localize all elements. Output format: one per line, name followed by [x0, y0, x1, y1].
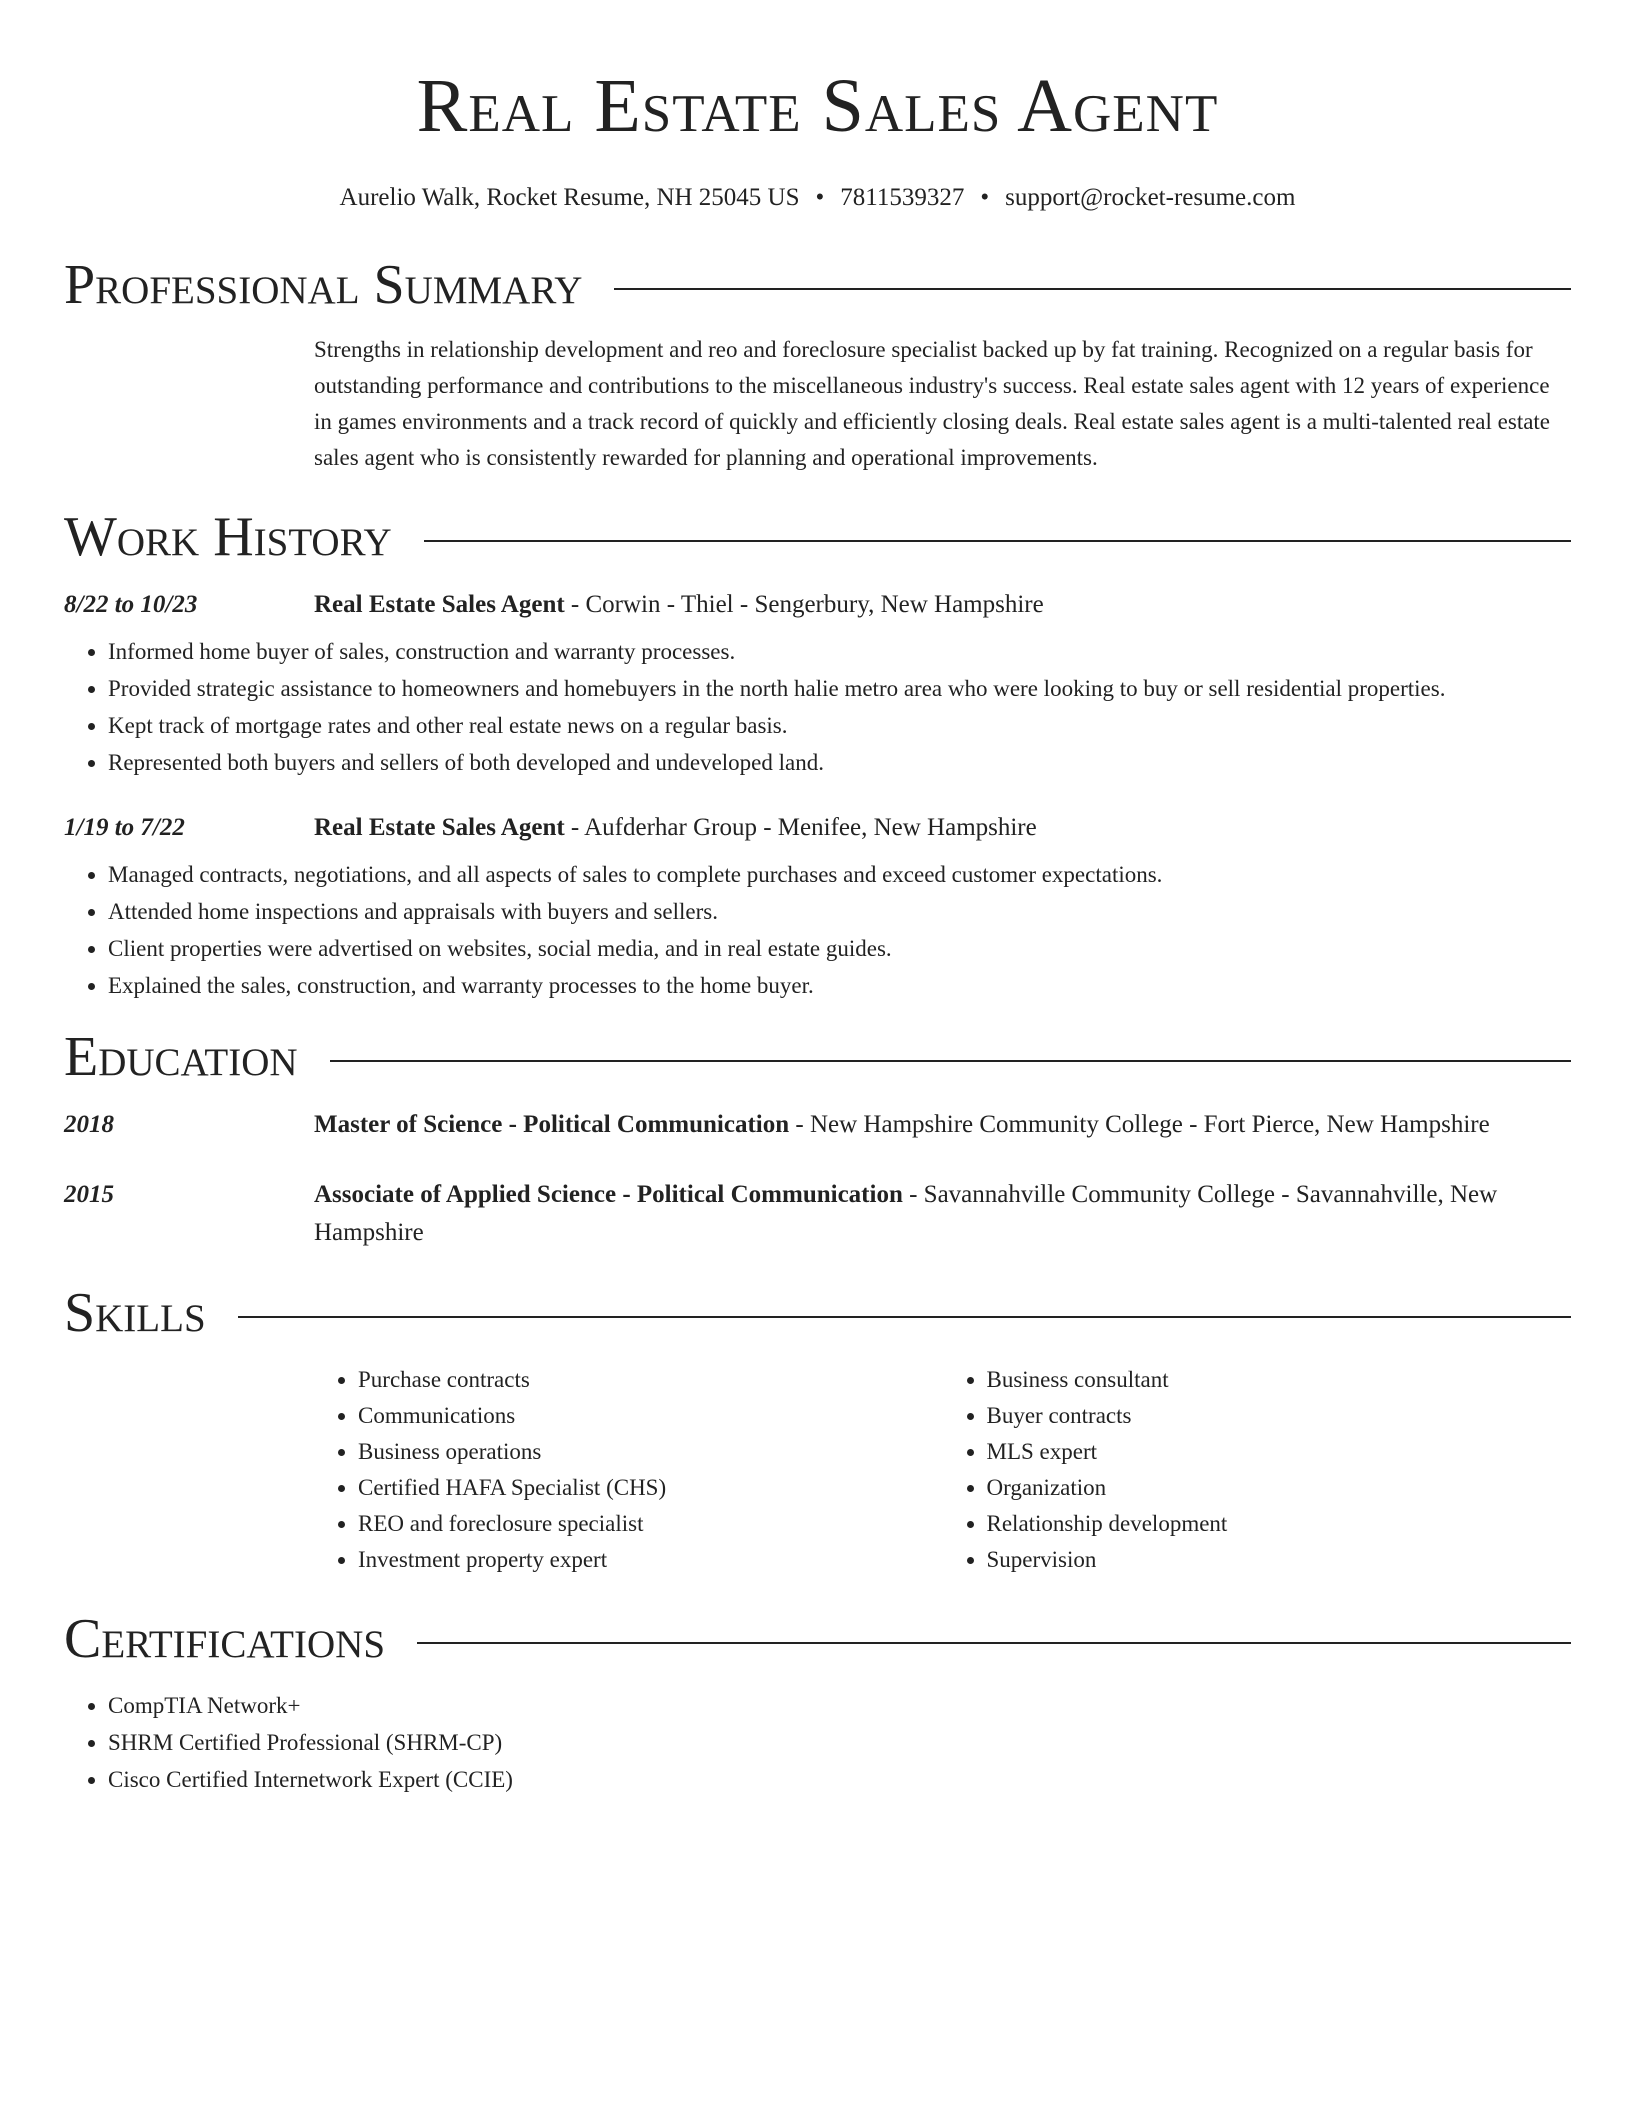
certifications-list	[64, 1688, 1571, 1798]
list-item: • REO and foreclosure specialist	[358, 1506, 943, 1542]
list-item: • Purchase contracts	[358, 1362, 943, 1398]
work-history-section	[64, 502, 1571, 1004]
job-title: Real Estate Sales Agent	[314, 591, 565, 618]
section-divider	[417, 1642, 1571, 1644]
summary-section	[64, 250, 1571, 476]
section-header	[64, 1022, 1571, 1092]
education-section	[64, 1022, 1571, 1252]
section-title-work-history: Work History	[64, 506, 392, 568]
list-item: • CompTIA Network+	[108, 1688, 1571, 1724]
list-item: • Organization	[987, 1470, 1572, 1506]
section-divider	[330, 1060, 1571, 1062]
list-item: • Client properties were advertised on websites, social media, and in real estate guides.	[108, 931, 1571, 967]
education-entry	[64, 1106, 1571, 1144]
list-item: • Supervision	[987, 1542, 1572, 1578]
skills-column-left	[314, 1362, 943, 1578]
list-item: • Explained the sales, construction, and warranty processes to the home buyer.	[108, 968, 1571, 1004]
list-item: • Attended home inspections and appraisals with buyers and sellers.	[108, 894, 1571, 930]
list-item: • Investment property expert	[358, 1542, 943, 1578]
list-item: • Relationship development	[987, 1506, 1572, 1542]
education-details: - Savannahville Community College - Savannahville, New Hampshire	[314, 1181, 1498, 1246]
section-header	[64, 1604, 1571, 1674]
education-degree: Master of Science - Political Communication	[314, 1111, 790, 1138]
education-details: - New Hampshire Community College - Fort Pierce, New Hampshire	[789, 1111, 1490, 1138]
job-entry	[64, 809, 1571, 1004]
job-bullets	[64, 857, 1571, 1004]
job-dates: 1/19 to 7/22	[64, 814, 185, 841]
section-divider	[614, 288, 1571, 290]
section-divider	[424, 540, 1571, 542]
section-title-certifications: Certifications	[64, 1608, 386, 1670]
resume-name: Real Estate Sales Agent	[416, 64, 1219, 148]
list-item: • Business consultant	[987, 1362, 1572, 1398]
section-title-skills: Skills	[64, 1282, 206, 1344]
list-item: • Business operations	[358, 1434, 943, 1470]
summary-text: Strengths in relationship development and reo and foreclosure specialist backed up by fat training. Recognized on a regular basis for outstanding performance and contributions to the miscellaneous industry's success. Real estate sales agent with 12 years of experience in games environments and a track record of quickly and efficiently closing deals. Real estate sales agent is a multi-talented real estate sales agent who is consistently rewarded for planning and operational improvements.	[314, 337, 1551, 470]
education-degree: Associate of Applied Science - Political Communication	[314, 1181, 903, 1208]
list-item: • Managed contracts, negotiations, and all aspects of sales to complete purchases and exceed customer expectations.	[108, 857, 1571, 893]
section-divider	[238, 1316, 1571, 1318]
job-dates: 8/22 to 10/23	[64, 591, 198, 618]
list-item: • Certified HAFA Specialist (CHS)	[358, 1470, 943, 1506]
section-header	[64, 250, 1571, 320]
job-header	[64, 586, 1571, 624]
section-header	[64, 1278, 1571, 1348]
list-item: • Informed home buyer of sales, construction and warranty processes.	[108, 634, 1571, 670]
contact-line	[64, 182, 1571, 214]
contact-separator: •	[815, 184, 825, 211]
list-item: • Buyer contracts	[987, 1398, 1572, 1434]
education-year: 2015	[64, 1181, 114, 1208]
job-bullets	[64, 634, 1571, 781]
list-item: • Kept track of mortgage rates and other real estate news on a regular basis.	[108, 708, 1571, 744]
skills-column-right	[943, 1362, 1572, 1578]
section-title-summary: Professional Summary	[64, 254, 583, 316]
contact-phone: 7811539327	[840, 184, 965, 211]
list-item: • Cisco Certified Internetwork Expert (CCIE)	[108, 1762, 1571, 1798]
section-header	[64, 502, 1571, 572]
list-item: • Represented both buyers and sellers of both developed and undeveloped land.	[108, 745, 1571, 781]
job-entry	[64, 586, 1571, 781]
contact-email: support@rocket-resume.com	[1005, 184, 1296, 211]
list-item: • Communications	[358, 1398, 943, 1434]
job-details: - Aufderhar Group - Menifee, New Hampshire	[564, 814, 1037, 841]
job-header	[64, 809, 1571, 847]
education-year: 2018	[64, 1111, 114, 1138]
job-title: Real Estate Sales Agent	[314, 814, 565, 841]
list-item: • Provided strategic assistance to homeowners and homebuyers in the north halie metro area who were looking to buy or sell residential properties.	[108, 671, 1571, 707]
list-item: • SHRM Certified Professional (SHRM-CP)	[108, 1725, 1571, 1761]
contact-address: Aurelio Walk, Rocket Resume, NH 25045 US	[339, 184, 800, 211]
job-details: - Corwin - Thiel - Sengerbury, New Hampshire	[564, 591, 1044, 618]
certifications-section	[64, 1604, 1571, 1798]
contact-separator: •	[980, 184, 990, 211]
skills-section	[64, 1278, 1571, 1578]
section-title-education: Education	[64, 1026, 298, 1088]
education-entry	[64, 1176, 1571, 1252]
list-item: • MLS expert	[987, 1434, 1572, 1470]
skills-list	[314, 1362, 1571, 1578]
